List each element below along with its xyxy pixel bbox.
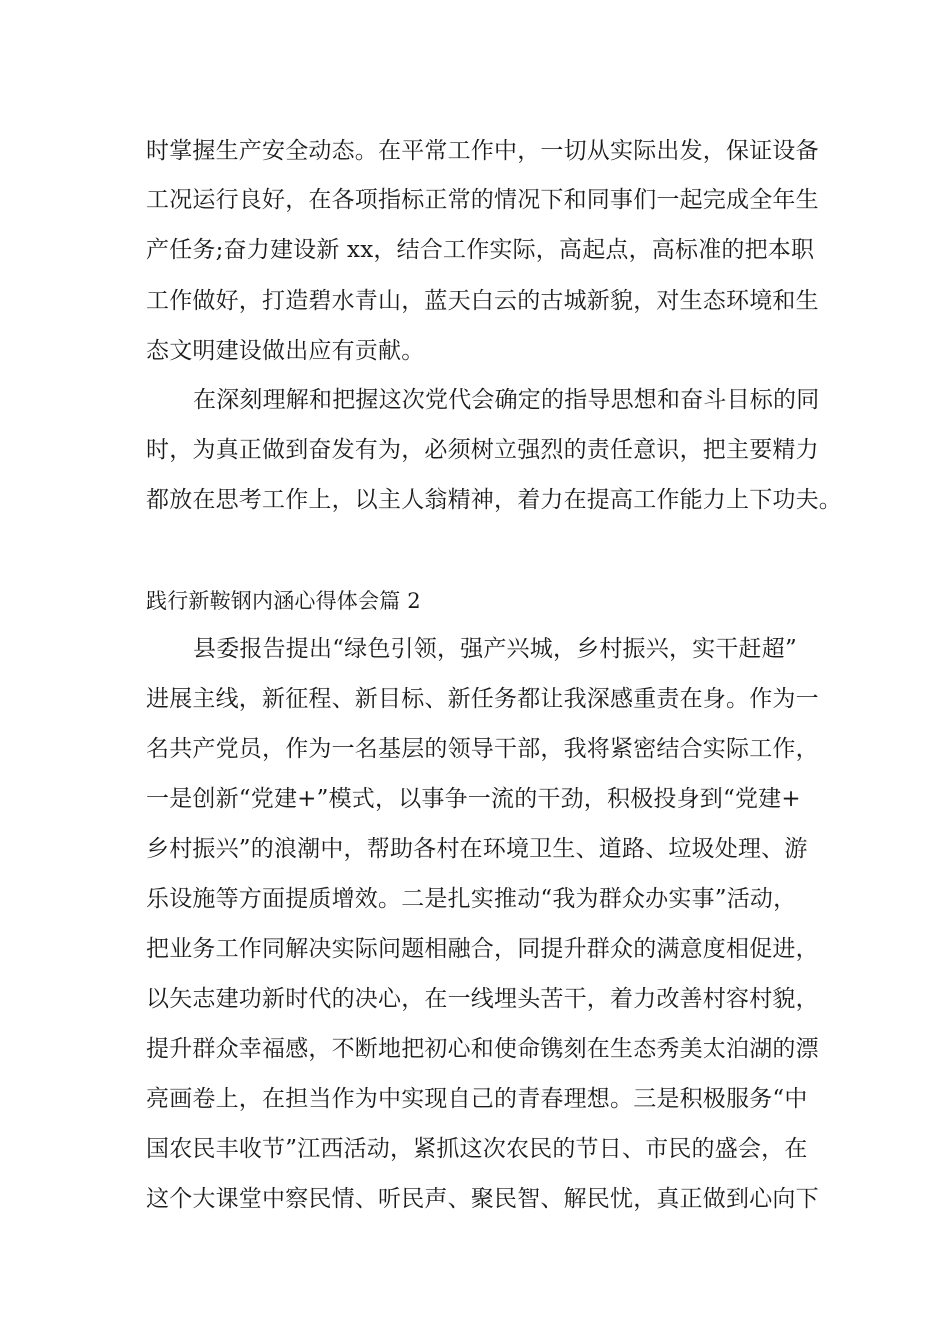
paragraph-3-line-3: 名共产党员，作为一名基层的领导干部，我将紧密结合实际工作， — [146, 736, 819, 762]
paragraph-3-line-9: 提升群众幸福感，不断地把初心和使命镌刻在生态秀美太泊湖的漂 — [146, 1036, 819, 1062]
paragraph-3-line-6: 乐设施等方面提质增效。二是扎实推动“我为群众办实事”活动， — [146, 886, 797, 912]
paragraph-1-line-4: 工作做好，打造碧水青山，蓝天白云的古城新貌，对生态环境和生 — [146, 288, 819, 314]
paragraph-3-line-5: 乡村振兴”的浪潮中，帮助各村在环境卫生、道路、垃圾处理、游 — [146, 836, 808, 862]
paragraph-3-line-4: 一是创新“党建+”模式，以事争一流的干劲，积极投身到“党建+ — [146, 786, 801, 812]
paragraph-2-line-2: 时，为真正做到奋发有为，必须树立强烈的责任意识，把主要精力 — [146, 437, 819, 463]
section-heading: 践行新鞍钢内涵心得体会篇 2 — [146, 589, 421, 613]
paragraph-2-line-1: 在深刻理解和把握这次党代会确定的指导思想和奋斗目标的同 — [193, 387, 820, 413]
paragraph-1-line-2: 工况运行良好，在各项指标正常的情况下和同事们一起完成全年生 — [146, 187, 819, 213]
paragraph-3-line-12: 这个大课堂中察民情、听民声、聚民智、解民忧，真正做到心向下 — [146, 1186, 819, 1212]
paragraph-3-line-7: 把业务工作同解决实际问题相融合，同提升群众的满意度相促进， — [146, 936, 819, 962]
paragraph-3-line-2: 进展主线，新征程、新目标、新任务都让我深感重责在身。作为一 — [146, 686, 819, 712]
paragraph-1-line-5: 态文明建设做出应有贡献。 — [146, 338, 425, 364]
paragraph-1-line-3: 产任务;奋力建设新 xx，结合工作实际，高起点，高标准的把本职 — [146, 237, 815, 263]
paragraph-3-line-8: 以矢志建功新时代的决心，在一线埋头苦干，着力改善村容村貌， — [146, 986, 819, 1012]
paragraph-3-line-10: 亮画卷上，在担当作为中实现自己的青春理想。三是积极服务“中 — [146, 1086, 808, 1112]
paragraph-2-line-3: 都放在思考工作上，以主人翁精神，着力在提高工作能力上下功夫。 — [146, 487, 842, 513]
paragraph-3-line-11: 国农民丰收节”江西活动，紧抓这次农民的节日、市民的盛会，在 — [146, 1136, 808, 1162]
paragraph-1-line-1: 时掌握生产安全动态。在平常工作中，一切从实际出发，保证设备 — [146, 138, 819, 164]
paragraph-3-line-1: 县委报告提出“绿色引领，强产兴城，乡村振兴，实干赶超” — [193, 636, 797, 662]
